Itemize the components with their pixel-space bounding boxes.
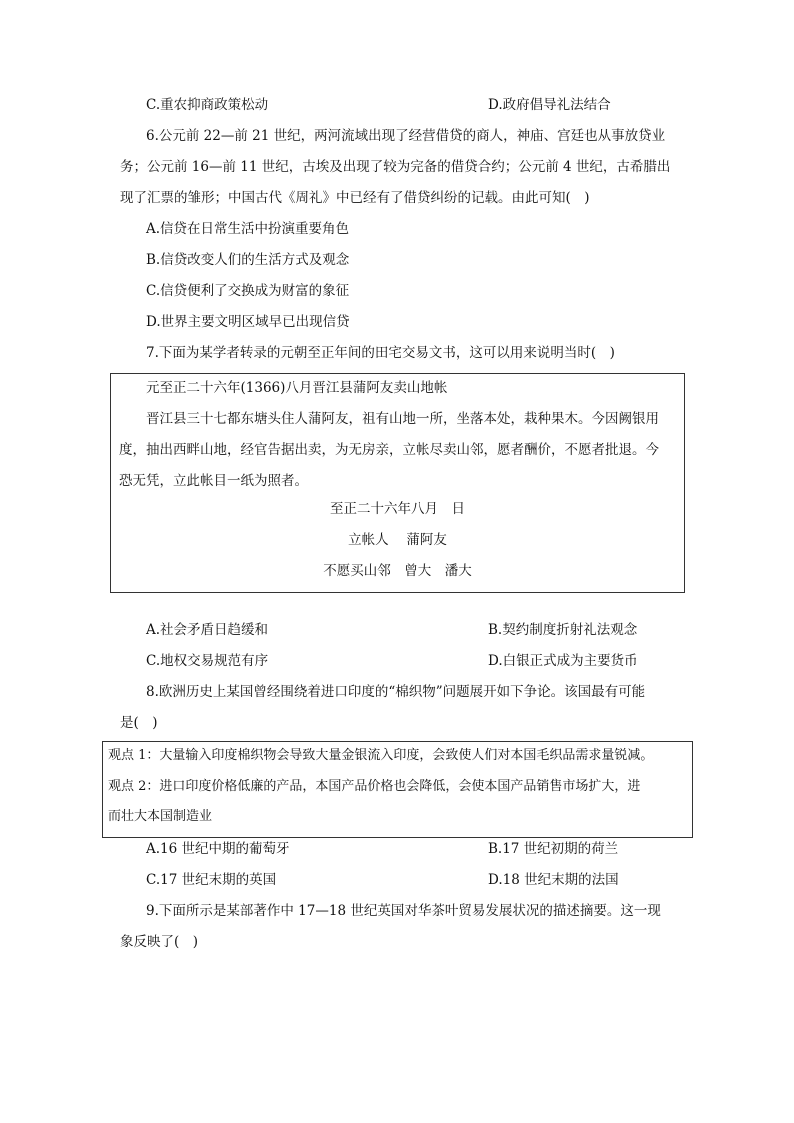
q8-option-a: A.16 世纪中期的葡萄牙 [146,841,290,857]
q6-stem-line-3: 现了汇票的雏形；中国古代《周礼》中已经有了借贷纠纷的记载。由此可知( ) [120,190,590,206]
q8-option-b: B.17 世纪初期的荷兰 [488,841,619,857]
q5-option-c: C.重农抑商政策松动 [146,97,269,113]
q7-document-box [110,373,685,593]
q7-doc-line-2: 度，抽出西畔山地，经官告据出卖，为无房亲，立帐尽卖山邻，愿者酬价，不愿者批退。今 [119,442,659,458]
q8-option-c: C.17 世纪末期的英国 [146,872,277,888]
q7-option-b: B.契约制度折射礼法观念 [488,622,638,638]
q6-option-b: B.信贷改变人们的生活方式及观念 [146,252,350,268]
q8-option-d: D.18 世纪末期的法国 [488,872,619,888]
q7-sign-person: 立帐人 蒲阿友 [348,532,447,548]
q6-option-d: D.世界主要文明区域早已出现信贷 [146,314,350,330]
q6-stem-line-1: 6.公元前 22—前 21 世纪，两河流域出现了经营借贷的商人，神庙、宫廷也从事放贷业 [146,128,666,144]
q5-option-d: D.政府倡导礼法结合 [488,97,611,113]
q8-view-2: 观点 2：进口印度价格低廉的产品，本国产品价格也会降低，会使本国产品销售市场扩大，进 [108,779,641,794]
q7-option-a: A.社会矛盾日趋缓和 [146,622,269,638]
q7-stem: 7.下面为某学者转录的元朝至正年间的田宅交易文书，这可以用来说明当时( ) [146,345,615,361]
q7-sign-date: 至正二十六年八月 日 [330,501,465,517]
q8-stem-line-1: 8.欧洲历史上某国曾经围绕着进口印度的“棉织物”问题展开如下争论。该国最有可能 [146,684,646,700]
q8-view-2-cont: 而壮大本国制造业 [108,809,213,824]
q9-stem-line-2: 象反映了( ) [120,934,199,950]
q9-stem-line-1: 9.下面所示是某部著作中 17—18 世纪英国对华茶叶贸易发展状况的描述摘要。这一现 [146,903,661,919]
q6-option-c: C.信贷便利了交换成为财富的象征 [146,283,350,299]
q7-doc-title: 元至正二十六年(1366)八月晋江县蒲阿友卖山地帐 [146,380,448,396]
q7-doc-line-1: 晋江县三十七都东塘头住人蒲阿友，祖有山地一所，坐落本处，栽种果木。今因阙银用 [146,411,659,427]
q8-viewpoints-box [102,741,693,838]
q6-stem-line-2: 务；公元前 16—前 11 世纪，古埃及出现了较为完备的借贷合约；公元前 4 世纪，古希腊出 [120,159,671,175]
q7-option-c: C.地权交易规范有序 [146,653,269,669]
q7-doc-line-3: 恐无凭，立此帐目一纸为照者。 [119,473,308,489]
q6-option-a: A.信贷在日常生活中扮演重要角色 [146,221,350,237]
q8-view-1: 观点 1：大量输入印度棉织物会导致大量金银流入印度，会致使人们对本国毛织品需求量锐减。 [108,748,654,763]
q8-stem-line-2: 是( ) [120,715,158,731]
q7-option-d: D.白银正式成为主要货币 [488,653,638,669]
q7-sign-neighbors: 不愿买山邻 曾大 潘大 [323,563,472,579]
